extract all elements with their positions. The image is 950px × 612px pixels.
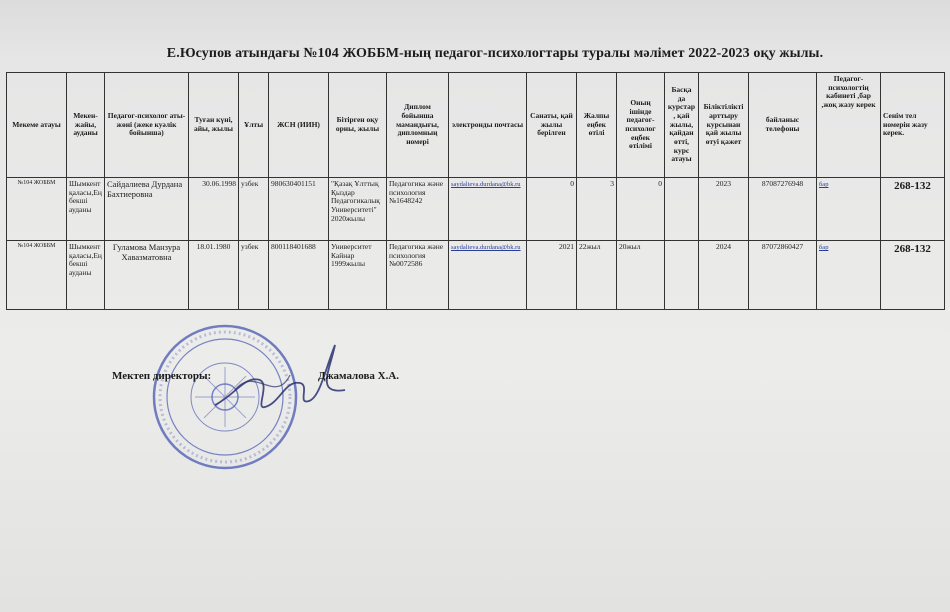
cell-birth: 30.06.1998: [189, 178, 239, 241]
cell-cabinet: [817, 241, 881, 310]
cell-name: Сайдалиева Дурдана Бахтиеровна: [105, 178, 189, 241]
email-link[interactable]: saydalieva.durdana@bk.ru: [451, 244, 521, 251]
header-cell: ЖСН (ИИН): [269, 73, 329, 178]
director-label: Мектеп директоры:: [112, 370, 212, 382]
document-title: Е.Юсупов атындағы №104 ЖОББМ-ның педагог-психологтары туралы мәлімет 2022-2023 оқу жылы.: [166, 46, 824, 61]
header-cell: Бітірген оқу орны, жылы: [329, 73, 387, 178]
cell-specialty: Педагогика және психология №0072586: [387, 241, 449, 310]
cell-trust-phone: 268-132: [881, 178, 945, 241]
cell-cabinet: [817, 178, 881, 241]
cell-phone: 87087276948: [749, 178, 817, 241]
cell-trust-phone: 268-132: [881, 241, 945, 310]
cell-category: 0: [527, 178, 577, 241]
header-cell: байланыс телефоны: [749, 73, 817, 178]
header-cell: Туған күні, айы, жылы: [189, 73, 239, 178]
cell-total-exp: 3: [577, 178, 617, 241]
header-cell: Диплом бойынша мамандығы, дипломның номері: [387, 73, 449, 178]
cell-email: [449, 241, 527, 310]
header-cell: Оның ішінде педагог-психолог еңбек өтілімі: [617, 73, 665, 178]
header-cell: Педагог-психолог аты-жөні (жеке куәлік бойынша): [105, 73, 189, 178]
table-row: [7, 178, 945, 241]
cell-iin: 980630401151: [269, 178, 329, 241]
cell-specialty: Педагогика және психология №1648242: [387, 178, 449, 241]
cell-next-course: 2024: [699, 241, 749, 310]
cell-category: 2021: [527, 241, 577, 310]
cell-total-exp: 22жыл: [577, 241, 617, 310]
header-cell: Біліктілікті арттыру курсынан қай жылы өтуі қажет: [699, 73, 749, 178]
cell-school: Университет Кайнар 1999жылы: [329, 241, 387, 310]
header-cell: Мекен-жайы, ауданы: [67, 73, 105, 178]
header-cell: Жалпы еңбек өтілі: [577, 73, 617, 178]
cell-address: Шымкент қаласы,Еңбекші ауданы: [67, 178, 105, 241]
cabinet-link[interactable]: бар: [819, 181, 829, 188]
cell-next-course: 2023: [699, 178, 749, 241]
cell-psych-exp: 0: [617, 178, 665, 241]
cell-birth: 18.01.1980: [189, 241, 239, 310]
cell-nation: узбек: [239, 241, 269, 310]
cell-other-courses: [665, 241, 699, 310]
cell-name: Гуламова Манзура Хавазматовна: [105, 241, 189, 310]
cell-address: Шымкент қаласы,Еңбекші ауданы: [67, 241, 105, 310]
psychologists-table: [6, 72, 945, 310]
cell-other-courses: [665, 178, 699, 241]
cell-email: [449, 178, 527, 241]
header-cell: Сенім тел номерін жазу керек.: [881, 73, 945, 178]
cell-nation: узбек: [239, 178, 269, 241]
cell-phone: 87072860427: [749, 241, 817, 310]
header-cell: электронды почтасы: [449, 73, 527, 178]
table-row: [7, 241, 945, 310]
header-cell: Мекеме атауы: [7, 73, 67, 178]
director-name: Джамалова Х.А.: [318, 370, 400, 382]
email-link[interactable]: saydalieva.durdana@bk.ru: [451, 181, 521, 188]
header-cell: Ұлты: [239, 73, 269, 178]
cell-school: "Қазақ Ұлттық Қыздар Педагогикалық Университеті" 2020жылы: [329, 178, 387, 241]
table-header-row: [7, 73, 945, 178]
header-cell: Басқа да курстар, қай жылы, қайдан өтті, курс атауы: [665, 73, 699, 178]
cell-org: №104 ЖОББМ: [7, 241, 67, 310]
header-cell: Санаты, қай жылы берілген: [527, 73, 577, 178]
cell-iin: 800118401688: [269, 241, 329, 310]
cell-psych-exp: 20жыл: [617, 241, 665, 310]
header-cell: Педагог-психологтің кабинеті ,бар ,жоқ жазу керек: [817, 73, 881, 178]
cell-org: №104 ЖОББМ: [7, 178, 67, 241]
cabinet-link[interactable]: бар: [819, 244, 829, 251]
